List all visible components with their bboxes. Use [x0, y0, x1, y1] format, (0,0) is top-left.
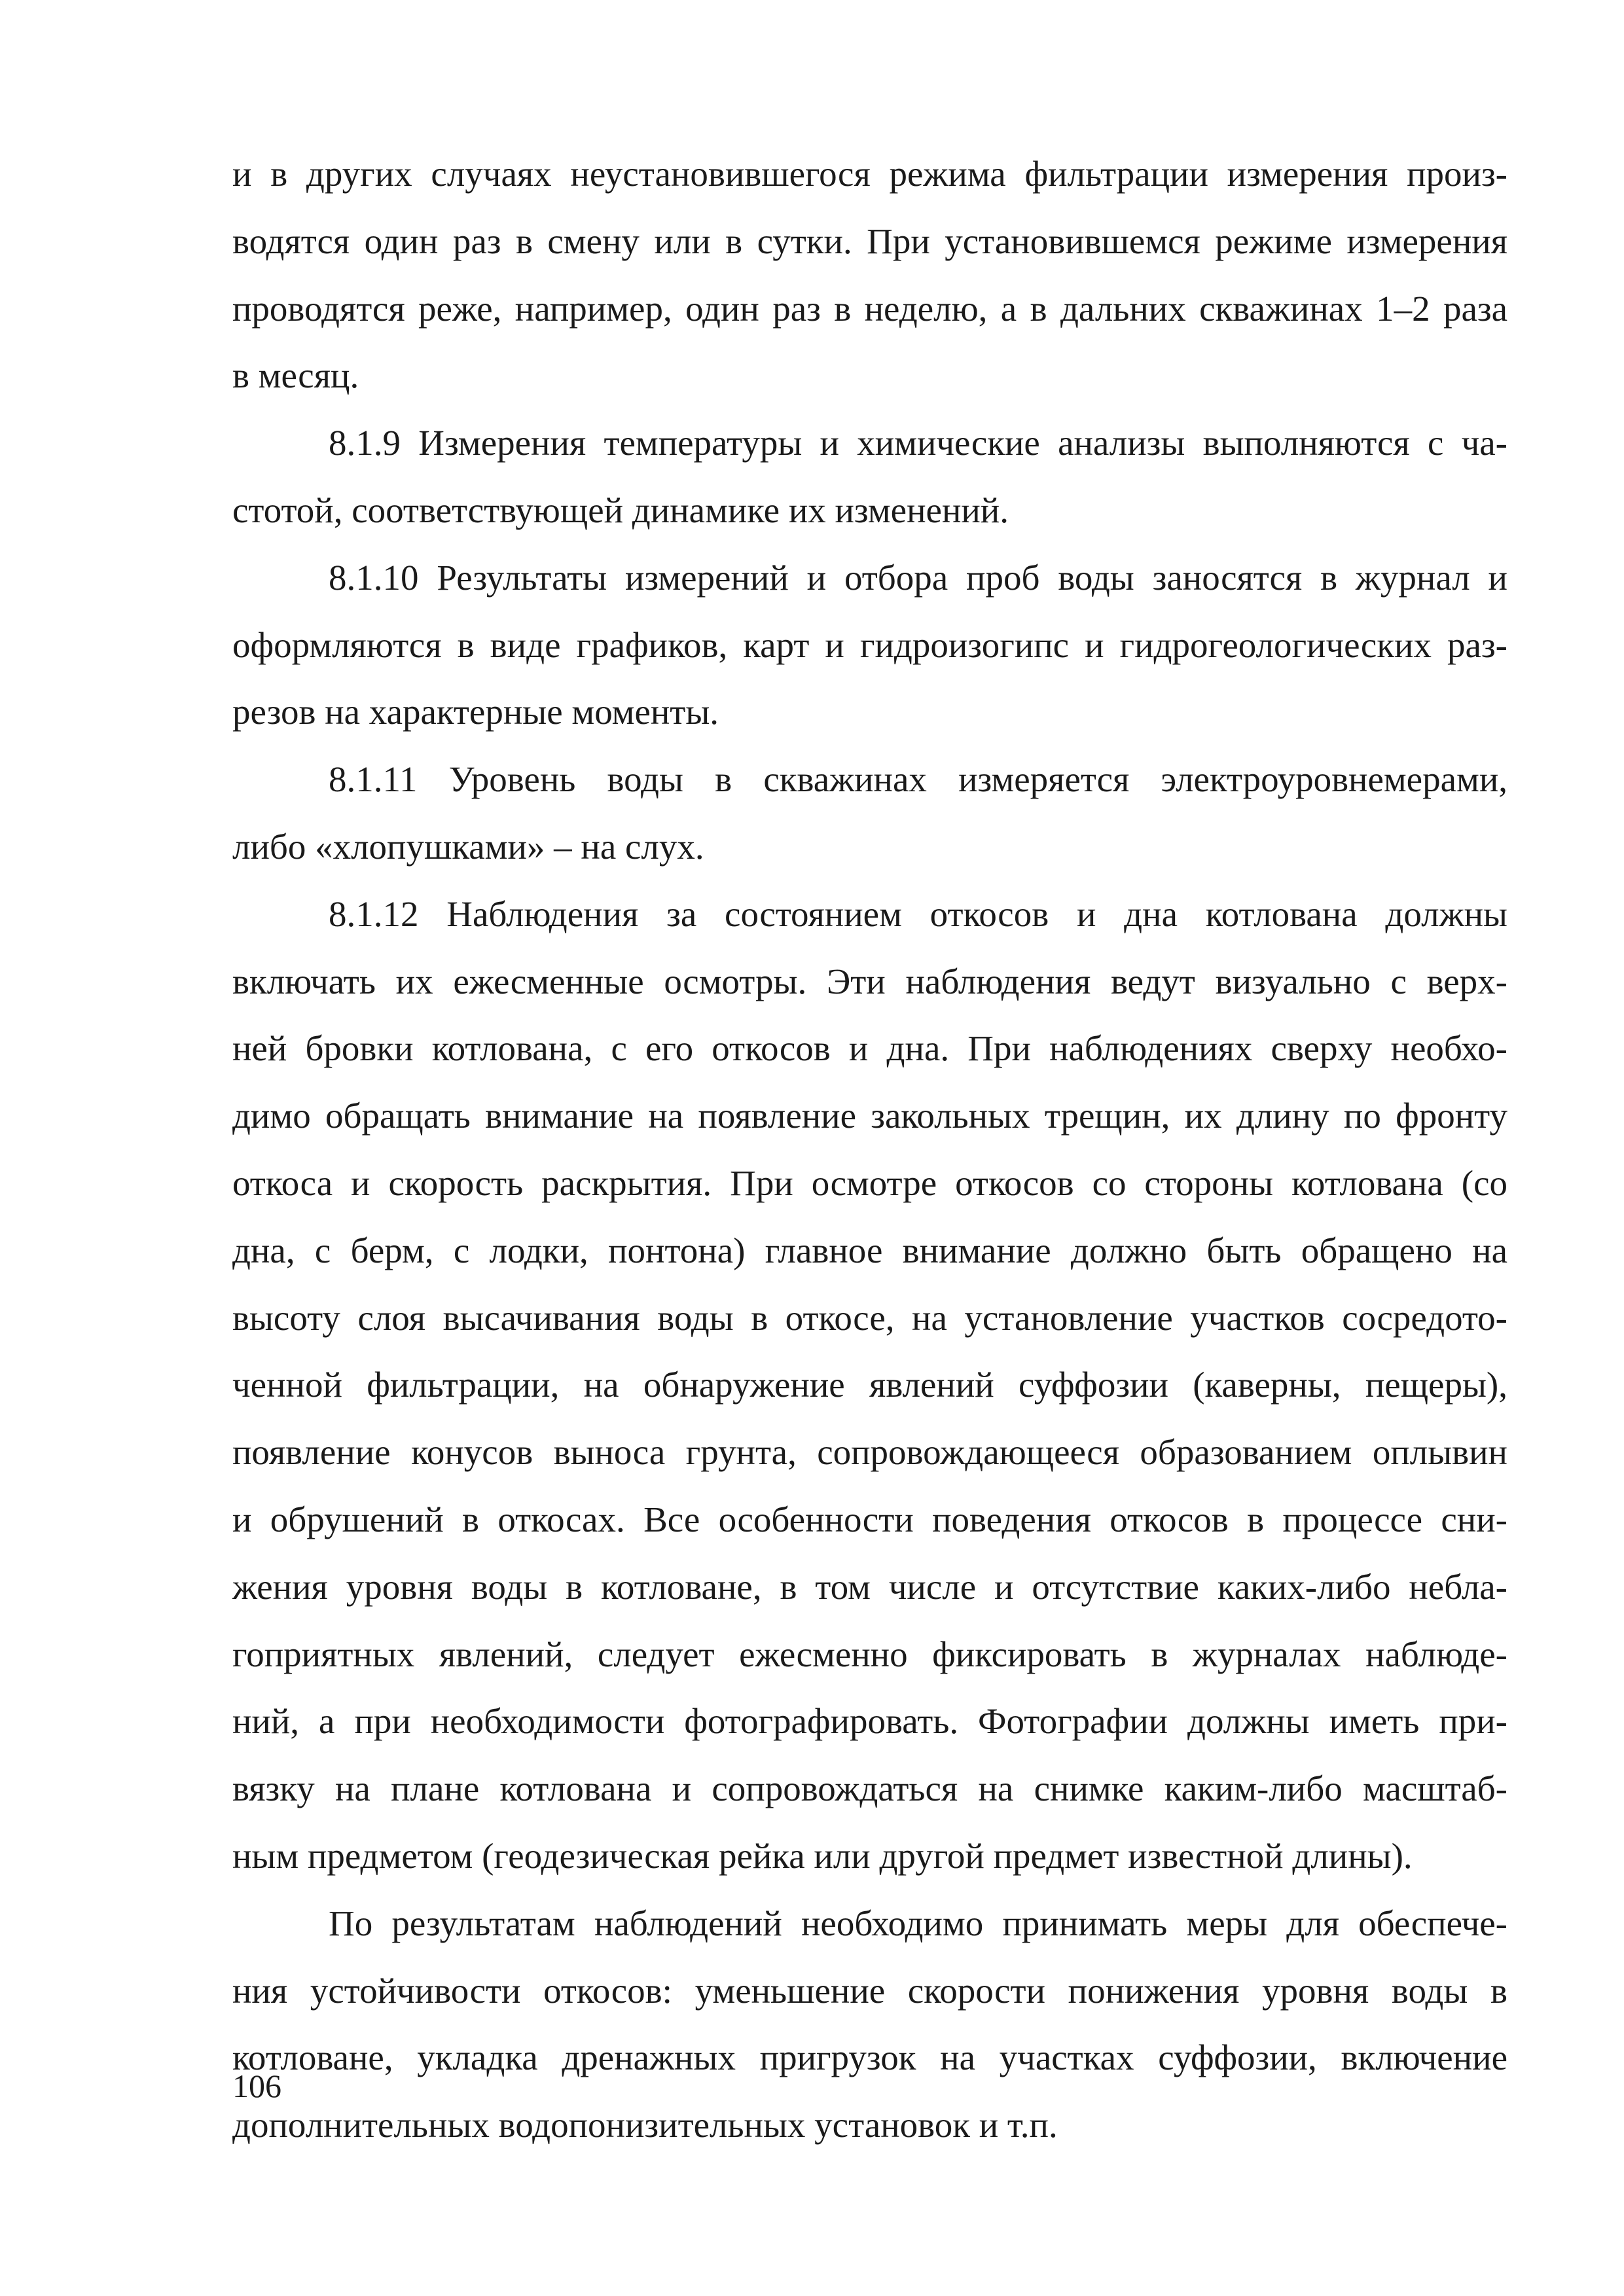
text-line: включать их ежесменные осмотры. Эти наблюдения ведут визуально с верх-	[232, 961, 1507, 1001]
text-line: 8.1.9 Измерения температуры и химические анализы выполняются с ча-	[329, 423, 1507, 463]
text-line: котловане, укладка дренажных пригрузок на участках суффозии, включение	[232, 2037, 1507, 2078]
paragraph-p-intro	[232, 141, 1507, 410]
text-line: жения уровня воды в котловане, в том числе и отсутствие каких-либо небла-	[232, 1566, 1507, 1607]
paragraph-p-8-1-10	[232, 545, 1507, 746]
paragraph-p-conclusion	[232, 1890, 1507, 2159]
text-line: стотой, соответствующей динамике их изменений.	[232, 490, 1009, 530]
text-line: гоприятных явлений, следует ежесменно фиксировать в журналах наблюде-	[232, 1634, 1507, 1674]
text-line: ней бровки котлована, с его откосов и дна. При наблюдениях сверху необхо-	[232, 1028, 1507, 1069]
page-number: 106	[232, 2068, 281, 2104]
text-line: дна, с берм, с лодки, понтона) главное внимание должно быть обращено на	[232, 1230, 1507, 1270]
text-line: 8.1.10 Результаты измерений и отбора проб воды заносятся в журнал и	[329, 557, 1507, 598]
text-line: оформляются в виде графиков, карт и гидроизогипс и гидрогеологических раз-	[232, 624, 1507, 665]
text-line: димо обращать внимание на появление закольных трещин, их длину по фронту	[232, 1096, 1507, 1136]
text-line: высоту слоя высачивания воды в откосе, на установление участков сосредото-	[232, 1297, 1507, 1338]
text-line: ния устойчивости откосов: уменьшение скорости понижения уровня воды в	[232, 1970, 1507, 2011]
text-line: дополнительных водопонизительных установок и т.п.	[232, 2105, 1058, 2145]
page-body	[232, 141, 1507, 2159]
paragraph-p-8-1-9	[232, 410, 1507, 545]
text-line: ченной фильтрации, на обнаружение явлений суффозии (каверны, пещеры),	[232, 1365, 1507, 1405]
paragraph-p-8-1-11	[232, 746, 1507, 881]
text-line: и обрушений в откосах. Все особенности поведения откосов в процессе сни-	[232, 1499, 1507, 1539]
text-line: и в других случаях неустановившегося режима фильтрации измерения произ-	[232, 154, 1507, 194]
text-line: ний, а при необходимости фотографировать. Фотографии должны иметь при-	[232, 1701, 1507, 1742]
text-line: резов на характерные моменты.	[232, 692, 719, 732]
text-line: либо «хлопушками» – на слух.	[232, 826, 704, 867]
text-line: 8.1.12 Наблюдения за состоянием откосов и дна котлована должны	[329, 893, 1507, 934]
text-line: в месяц.	[232, 355, 359, 396]
text-line: появление конусов выноса грунта, сопровождающееся образованием оплывин	[232, 1432, 1507, 1473]
paragraph-p-8-1-12	[232, 881, 1507, 1890]
text-line: вязку на плане котлована и сопровождаться на снимке каким-либо масштаб-	[232, 1768, 1507, 1809]
text-line: ным предметом (геодезическая рейка или другой предмет известной длины).	[232, 1835, 1413, 1876]
text-line: проводятся реже, например, один раз в неделю, а в дальних скважинах 1–2 раза	[232, 288, 1507, 329]
text-line: откоса и скорость раскрытия. При осмотре откосов со стороны котлована (со	[232, 1162, 1507, 1203]
text-line: 8.1.11 Уровень воды в скважинах измеряется электроуровнемерами,	[329, 759, 1507, 800]
text-line: По результатам наблюдений необходимо принимать меры для обеспече-	[329, 1903, 1507, 1943]
text-line: водятся один раз в смену или в сутки. При установившемся режиме измерения	[232, 221, 1507, 261]
